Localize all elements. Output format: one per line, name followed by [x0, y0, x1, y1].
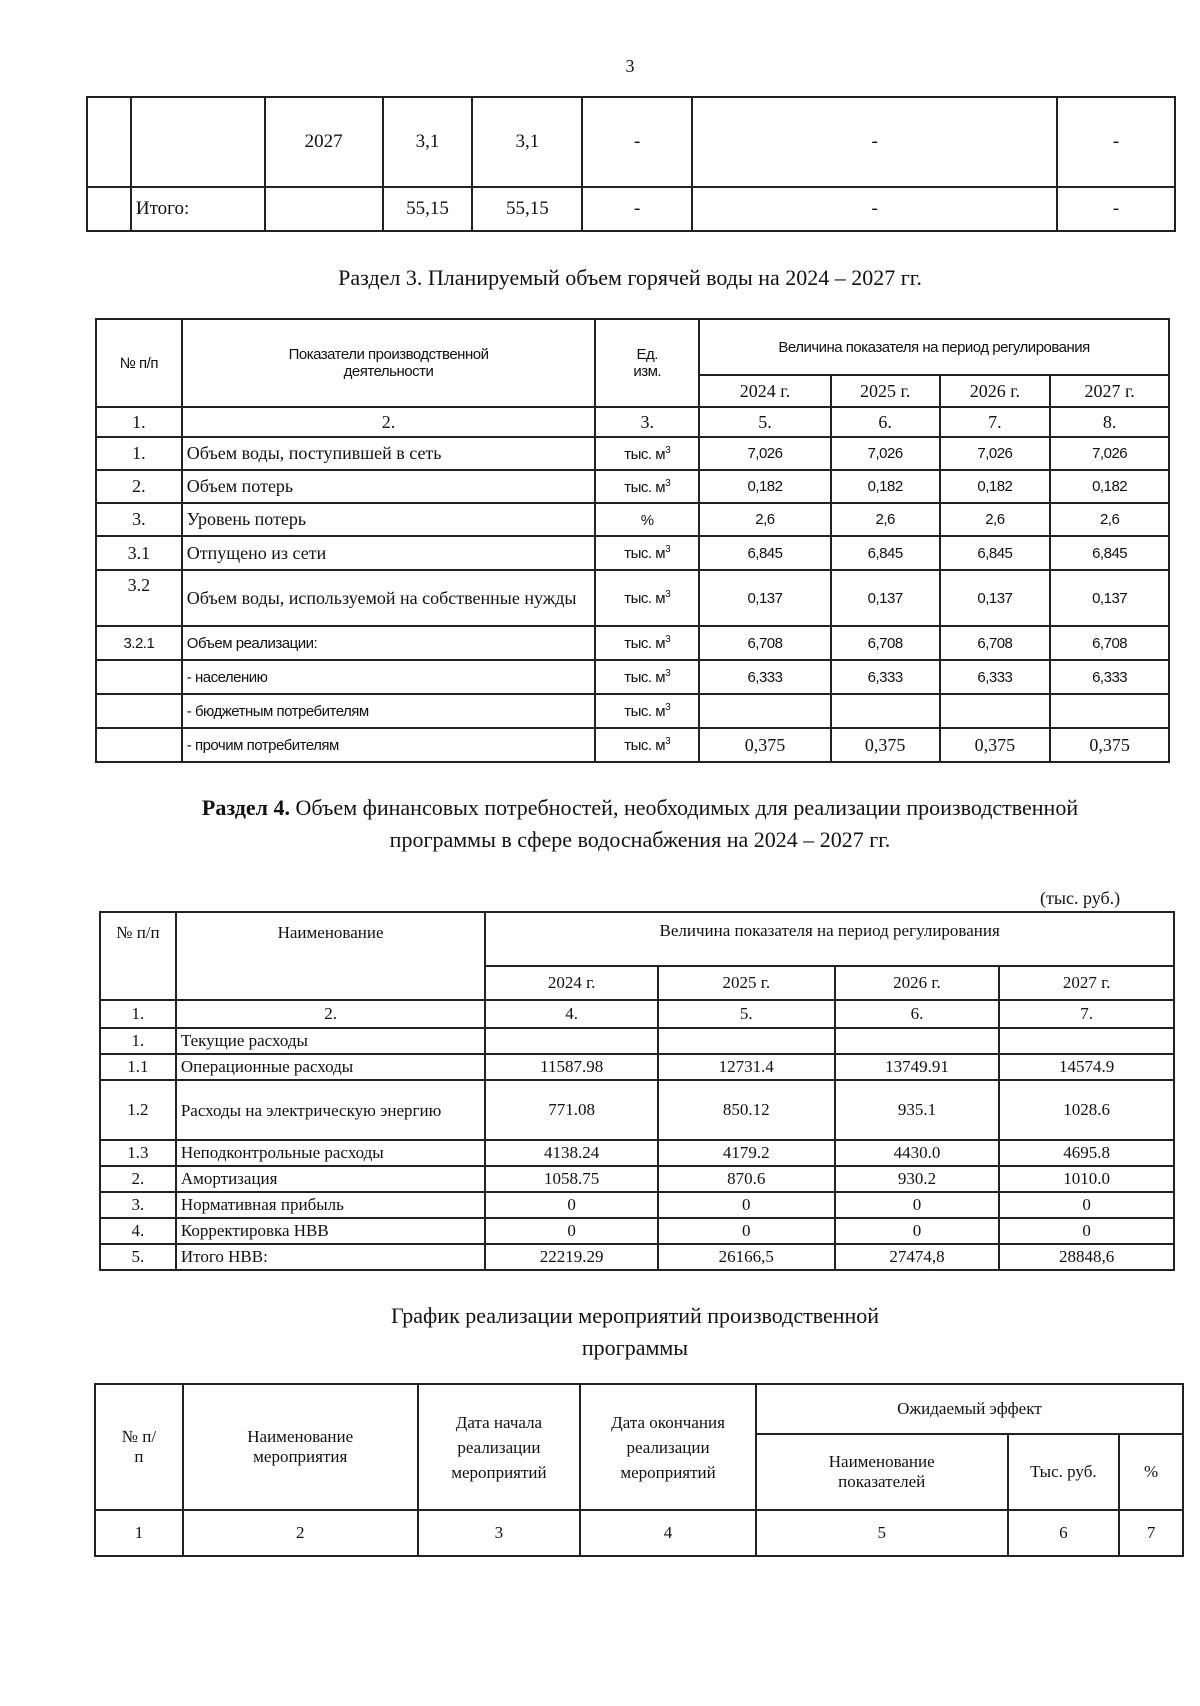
row-num: 1. — [96, 437, 182, 470]
value-cell: 7,026 — [1050, 437, 1169, 470]
col-header-num: № п/п — [96, 319, 182, 407]
value-cell: 13749.91 — [835, 1054, 1000, 1080]
row-name: Итого НВВ: — [176, 1244, 485, 1270]
schedule-title-line1: График реализации мероприятий производственной — [390, 1303, 880, 1328]
year-cell: 2027 — [265, 97, 383, 187]
dash-cell: - — [1057, 97, 1175, 187]
top-table — [86, 96, 1176, 232]
value-cell: 0,137 — [831, 570, 940, 626]
value-cell: 2,6 — [940, 503, 1051, 536]
row-name: Объем потерь — [182, 470, 595, 503]
row-name: Объем реализации: — [182, 626, 595, 660]
value-cell: 6,845 — [831, 536, 940, 570]
value-cell: 0,375 — [699, 728, 831, 762]
value-cell: 0 — [485, 1192, 658, 1218]
index-row: 1. 2. 3. 5. 6. 7. 8. — [96, 407, 1169, 437]
value-cell: 0 — [999, 1192, 1174, 1218]
unit: тыс. м — [624, 669, 666, 686]
col-header-period: Величина показателя на период регулирования — [699, 319, 1169, 375]
table-row — [87, 187, 1175, 231]
value-cell: 935.1 — [835, 1080, 1000, 1140]
year-cell — [265, 187, 383, 231]
row-name: - прочим потребителям — [182, 728, 595, 762]
value-cell: 6,708 — [699, 626, 831, 660]
unit: % — [640, 511, 654, 529]
value-cell: 55,15 — [383, 187, 473, 231]
row-name: Объем воды, поступившей в сеть — [182, 437, 595, 470]
row-num: 3. — [100, 1192, 176, 1218]
value-cell: 0,182 — [831, 470, 940, 503]
row-name: - бюджетным потребителям — [182, 694, 595, 728]
table-row: 3.2.1 Объем реализации: тыс. $м^3$ 6,708 6,708 6,708 6,708 — [96, 626, 1169, 660]
row-name: Объем воды, используемой на собственные нужды — [182, 570, 595, 626]
col-header-unit: Ед. изм. — [595, 319, 699, 407]
table-row: 3.1 Отпущено из сети тыс. $м^3$ 6,845 6,845 6,845 6,845 — [96, 536, 1169, 570]
table-row: - населению тыс. $м^3$ 6,333 6,333 6,333 6,333 — [96, 660, 1169, 694]
value-cell: 7,026 — [940, 437, 1051, 470]
value-cell — [699, 694, 831, 728]
value-cell — [658, 1028, 835, 1054]
value-cell: 1010.0 — [999, 1166, 1174, 1192]
col-header-end: Дата окончания реализации мероприятий — [580, 1384, 756, 1510]
table-row — [100, 1054, 1174, 1080]
value-cell: 0 — [835, 1192, 1000, 1218]
value-cell: 12731.4 — [658, 1054, 835, 1080]
row-num: 3. — [96, 503, 182, 536]
row-name: Текущие расходы — [176, 1028, 485, 1054]
value-cell: 0,137 — [940, 570, 1051, 626]
value-cell — [1050, 694, 1169, 728]
value-cell: 2,6 — [1050, 503, 1169, 536]
value-cell: 771.08 — [485, 1080, 658, 1140]
row-num — [96, 694, 182, 728]
dash-cell: - — [692, 97, 1057, 187]
dash-cell: - — [1057, 187, 1175, 231]
value-cell: 6,845 — [940, 536, 1051, 570]
dash-cell: - — [582, 187, 692, 231]
value-cell: 0 — [658, 1192, 835, 1218]
col-header-year: 2025 г. — [658, 966, 835, 1000]
row-num: 1.1 — [100, 1054, 176, 1080]
col-header-name: Наименование — [176, 912, 485, 1000]
row-name: Операционные расходы — [176, 1054, 485, 1080]
col-header-indicator: Показатели производственной деятельности — [182, 319, 595, 407]
value-cell: 0,137 — [1050, 570, 1169, 626]
col-header-pct: % — [1119, 1434, 1183, 1510]
value-cell: 7,026 — [699, 437, 831, 470]
table-row — [87, 97, 1175, 187]
row-num: 3.2.1 — [96, 626, 182, 660]
row-num: 3.1 — [96, 536, 182, 570]
value-cell — [831, 694, 940, 728]
unit: тыс. м — [624, 445, 666, 463]
col-header-year: 2024 г. — [485, 966, 658, 1000]
col-header-period: Величина показателя на период регулирования — [485, 912, 1174, 966]
col-header-rub: Тыс. руб. — [1008, 1434, 1120, 1510]
value-cell: 6,333 — [940, 660, 1051, 694]
table-row: 3.2 Объем воды, используемой на собственные нужды тыс. $м^3$ 0,137 0,137 0,137 0,137 — [96, 570, 1169, 626]
row-name: Уровень потерь — [182, 503, 595, 536]
row-num: 1.3 — [100, 1140, 176, 1166]
value-cell — [999, 1028, 1174, 1054]
value-cell: 11587.98 — [485, 1054, 658, 1080]
dash-cell: - — [582, 97, 692, 187]
section4-table — [99, 911, 1175, 1271]
row-name: Расходы на электрическую энергию — [176, 1080, 485, 1140]
col-header-num: № п/п — [95, 1384, 183, 1510]
table-row — [100, 1244, 1174, 1270]
row-num — [96, 728, 182, 762]
unit: тыс. м — [624, 703, 666, 720]
table-row — [100, 1028, 1174, 1054]
unit: тыс. м — [624, 737, 666, 754]
value-cell: 2,6 — [831, 503, 940, 536]
table-row — [96, 503, 1169, 536]
value-cell: 0 — [999, 1218, 1174, 1244]
value-cell: 3,1 — [472, 97, 582, 187]
value-cell: 6,845 — [1050, 536, 1169, 570]
col-header-effect: Ожидаемый эффект — [756, 1384, 1183, 1434]
value-cell: 3,1 — [383, 97, 473, 187]
value-cell — [485, 1028, 658, 1054]
value-cell: 6,333 — [1050, 660, 1169, 694]
row-num: 2. — [100, 1166, 176, 1192]
row-label: Итого: — [131, 187, 265, 231]
table-row — [100, 1218, 1174, 1244]
row-name: Амортизация — [176, 1166, 485, 1192]
col-header-year: 2025 г. — [831, 375, 940, 407]
row-name: - населению — [182, 660, 595, 694]
col-header-year: 2026 г. — [940, 375, 1051, 407]
value-cell: 1028.6 — [999, 1080, 1174, 1140]
value-cell — [940, 694, 1051, 728]
row-name: Отпущено из сети — [182, 536, 595, 570]
unit: тыс. м — [624, 545, 666, 562]
value-cell: 26166,5 — [658, 1244, 835, 1270]
value-cell: 6,333 — [831, 660, 940, 694]
value-cell: 0,137 — [699, 570, 831, 626]
table-row — [100, 1166, 1174, 1192]
value-cell: 850.12 — [658, 1080, 835, 1140]
table-row: 2. Объем потерь тыс. $м^3$ 0,182 0,182 0,182 0,182 — [96, 470, 1169, 503]
table-row: 1. Объем воды, поступившей в сеть тыс. $м^3$ 7,026 7,026 7,026 7,026 — [96, 437, 1169, 470]
value-cell: 0,182 — [699, 470, 831, 503]
value-cell: 7,026 — [831, 437, 940, 470]
value-cell: 0,375 — [831, 728, 940, 762]
schedule-table — [94, 1383, 1184, 1557]
table-row: - бюджетным потребителям тыс. $м^3$ — [96, 694, 1169, 728]
value-cell: 22219.29 — [485, 1244, 658, 1270]
col-header-name: Наименование мероприятия — [183, 1384, 418, 1510]
row-num: 1. — [100, 1028, 176, 1054]
value-cell: 0,182 — [1050, 470, 1169, 503]
value-cell: 2,6 — [699, 503, 831, 536]
row-name: Неподконтрольные расходы — [176, 1140, 485, 1166]
col-header-num: № п/п — [100, 912, 176, 1000]
table-row — [100, 1192, 1174, 1218]
section3-table — [95, 318, 1170, 763]
section4-title-line2: программы в сфере водоснабжения на 2024 – 2027 гг. — [389, 827, 891, 852]
table-row — [100, 1140, 1174, 1166]
col-header-year: 2024 г. — [699, 375, 831, 407]
unit: тыс. м — [624, 478, 666, 496]
value-cell: 0 — [658, 1218, 835, 1244]
section4-title — [100, 792, 1180, 856]
units-note: (тыс. руб.) — [1040, 888, 1121, 908]
value-cell: 0,375 — [1050, 728, 1169, 762]
value-cell: 28848,6 — [999, 1244, 1174, 1270]
row-num — [96, 660, 182, 694]
index-row: 1. 2. 4. 5. 6. 7. — [100, 1000, 1174, 1028]
row-name: Корректировка НВВ — [176, 1218, 485, 1244]
value-cell: 870.6 — [658, 1166, 835, 1192]
index-row: 1 2 3 4 5 6 7 — [95, 1510, 1183, 1556]
row-num: 3.2 — [96, 570, 182, 626]
value-cell: 4430.0 — [835, 1140, 1000, 1166]
row-label — [131, 97, 265, 187]
page-number: 3 — [625, 56, 635, 76]
row-name: Нормативная прибыль — [176, 1192, 485, 1218]
value-cell: 0 — [485, 1218, 658, 1244]
value-cell: 27474,8 — [835, 1244, 1000, 1270]
schedule-title — [0, 1300, 1200, 1364]
col-header-start: Дата начала реализации мероприятий — [418, 1384, 581, 1510]
row-num: 5. — [100, 1244, 176, 1270]
value-cell: 14574.9 — [999, 1054, 1174, 1080]
value-cell: 55,15 — [472, 187, 582, 231]
col-header-year: 2026 г. — [835, 966, 1000, 1000]
schedule-title-line2: программы — [581, 1335, 689, 1360]
dash-cell: - — [692, 187, 1057, 231]
value-cell: 4179.2 — [658, 1140, 835, 1166]
value-cell: 6,708 — [831, 626, 940, 660]
value-cell: 0 — [835, 1218, 1000, 1244]
unit: тыс. м — [624, 635, 666, 652]
table-row: - прочим потребителям тыс. $м^3$ 0,375 0,375 0,375 0,375 — [96, 728, 1169, 762]
section3-title: Раздел 3. Планируемый объем горячей воды на 2024 – 2027 гг. — [338, 265, 922, 290]
section4-title-bold: Раздел 4. — [201, 795, 291, 820]
row-num: 4. — [100, 1218, 176, 1244]
value-cell: 6,333 — [699, 660, 831, 694]
row-num: 1.2 — [100, 1080, 176, 1140]
unit: тыс. м — [624, 590, 666, 607]
value-cell: 930.2 — [835, 1166, 1000, 1192]
value-cell: 1058.75 — [485, 1166, 658, 1192]
value-cell: 0,182 — [940, 470, 1051, 503]
col-header-year: 2027 г. — [1050, 375, 1169, 407]
table-row — [100, 1080, 1174, 1140]
value-cell: 6,708 — [940, 626, 1051, 660]
value-cell: 6,708 — [1050, 626, 1169, 660]
col-header-year: 2027 г. — [999, 966, 1174, 1000]
value-cell: 4695.8 — [999, 1140, 1174, 1166]
value-cell: 0,375 — [940, 728, 1051, 762]
row-num: 2. — [96, 470, 182, 503]
section4-title-rest: Объем финансовых потребностей, необходимых для реализации производственной — [290, 795, 1079, 820]
value-cell — [835, 1028, 1000, 1054]
col-header-indicator: Наименование показателей — [756, 1434, 1008, 1510]
value-cell: 4138.24 — [485, 1140, 658, 1166]
value-cell: 6,845 — [699, 536, 831, 570]
